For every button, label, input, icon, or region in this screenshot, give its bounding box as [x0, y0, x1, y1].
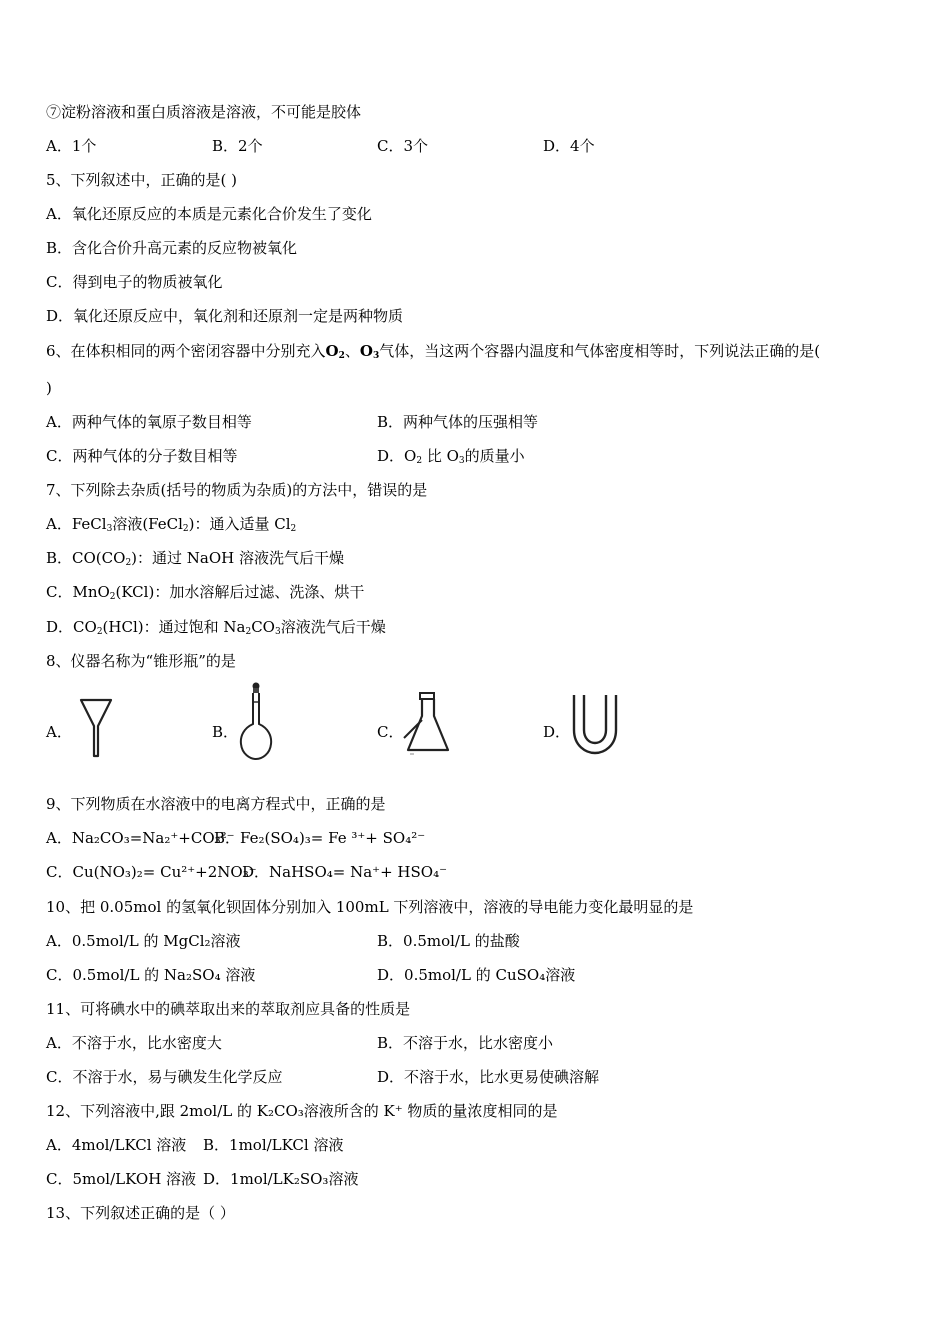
question-10-option-d: D．0.5mol/L 的 CuSO₄溶液: [377, 966, 576, 984]
option-a: A．1个: [46, 137, 97, 155]
option-b: B．2个: [212, 137, 263, 155]
u-tube-icon: [568, 692, 622, 756]
question-5-option-b: B．含化合价升高元素的反应物被氧化: [46, 239, 298, 257]
question-9-option-d: D．NaHSO₄= Na⁺+ HSO₄⁻: [242, 863, 448, 881]
question-10-stem: 10、把 0.05mol 的氢氧化钡固体分别加入 100mL 下列溶液中，溶液的导电能力变化最明显的是: [46, 898, 694, 916]
option-d: D．4个: [543, 137, 595, 155]
question-7-option-d: D．$CO_2(HCl)$：通过饱和 $Na_2CO_3$溶液洗气后干燥: [46, 618, 386, 637]
question-6-option-c: C．两种气体的分子数目相等: [46, 447, 238, 465]
item-7-text: ⑦淀粉溶液和蛋白质溶液是溶液，不可能是胶体: [46, 103, 362, 121]
question-6-option-b: B．两种气体的压强相等: [377, 413, 539, 431]
question-6-option-a: A．两种气体的氧原子数目相等: [46, 413, 252, 431]
question-6-stem: 6、在体积相同的两个密闭容器中分别充入$O_2$、$O_3$气体，当这两个容器内温度和气体密度相等时，下列说法正确的是(: [46, 342, 821, 361]
question-12-option-d: D．1mol/LK₂SO₃溶液: [203, 1170, 359, 1188]
funnel-icon: [78, 694, 114, 760]
question-5-option-d: D．氧化还原反应中，氧化剂和还原剂一定是两种物质: [46, 307, 404, 325]
question-12-stem: 12、下列溶液中,跟 2mol/L 的 K₂CO₃溶液所含的 K⁺ 物质的量浓度相同的是: [46, 1102, 558, 1120]
question-8-label-c: C．: [377, 723, 404, 741]
question-5-option-a: A．氧化还原反应的本质是元素化合价发生了变化: [46, 205, 372, 223]
question-7-option-c: C．MnO$_2$(KCl)：加水溶解后过滤、洗涤、烘干: [46, 583, 365, 602]
question-11-option-c: C．不溶于水，易与碘发生化学反应: [46, 1068, 283, 1086]
question-13-stem: 13、下列叙述正确的是（ ）: [46, 1204, 235, 1222]
question-12-option-c: C．5mol/LKOH 溶液: [46, 1170, 197, 1188]
question-6-stem-cont: ): [46, 379, 52, 397]
question-10-option-a: A．0.5mol/L 的 MgCl₂溶液: [46, 932, 241, 950]
volumetric-flask-icon: [236, 680, 278, 762]
question-9-option-c: C．Cu(NO₃)₂= Cu²⁺+2NO₃⁻: [46, 863, 257, 881]
question-12-option-b: B．1mol/LKCl 溶液: [203, 1136, 344, 1154]
question-5-option-c: C．得到电子的物质被氧化: [46, 273, 223, 291]
conical-flask-icon: [400, 690, 456, 760]
question-11-option-a: A．不溶于水，比水密度大: [46, 1034, 222, 1052]
question-10-option-b: B．0.5mol/L 的盐酸: [377, 932, 520, 950]
question-9-option-b: B．Fe₂(SO₄)₃= Fe ³⁺+ SO₄²⁻: [214, 829, 426, 847]
question-6-option-d: D．$O_2$ 比 $O_3$的质量小: [377, 447, 525, 466]
question-7-option-b: B．$CO(CO_2)$：通过 NaOH 溶液洗气后干燥: [46, 549, 345, 568]
question-8-label-d: D．: [543, 723, 571, 741]
question-11-option-b: B．不溶于水，比水密度小: [377, 1034, 554, 1052]
option-c: C．3个: [377, 137, 429, 155]
question-9-option-a: A．Na₂CO₃=Na₂⁺+CO₃²⁻: [46, 829, 235, 847]
question-8-stem: 8、仪器名称为“锥形瓶”的是: [46, 652, 236, 670]
question-8-label-a: A．: [46, 723, 72, 741]
question-7-option-a: A．FeCl$_3$溶液(FeCl$_2$)：通入适量 $Cl_2$: [46, 515, 297, 534]
question-11-stem: 11、可将碘水中的碘萃取出来的萃取剂应具备的性质是: [46, 1000, 411, 1018]
question-9-stem: 9、下列物质在水溶液中的电离方程式中，正确的是: [46, 795, 386, 813]
question-7-stem: 7、下列除去杂质(括号的物质为杂质)的方法中，错误的是: [46, 481, 428, 499]
question-8-label-b: B．: [212, 723, 239, 741]
question-11-option-d: D．不溶于水，比水更易使碘溶解: [377, 1068, 600, 1086]
question-10-option-c: C．0.5mol/L 的 Na₂SO₄ 溶液: [46, 966, 256, 984]
question-5-stem: 5、下列叙述中，正确的是( ): [46, 171, 238, 189]
question-12-option-a: A．4mol/LKCl 溶液: [46, 1136, 187, 1154]
